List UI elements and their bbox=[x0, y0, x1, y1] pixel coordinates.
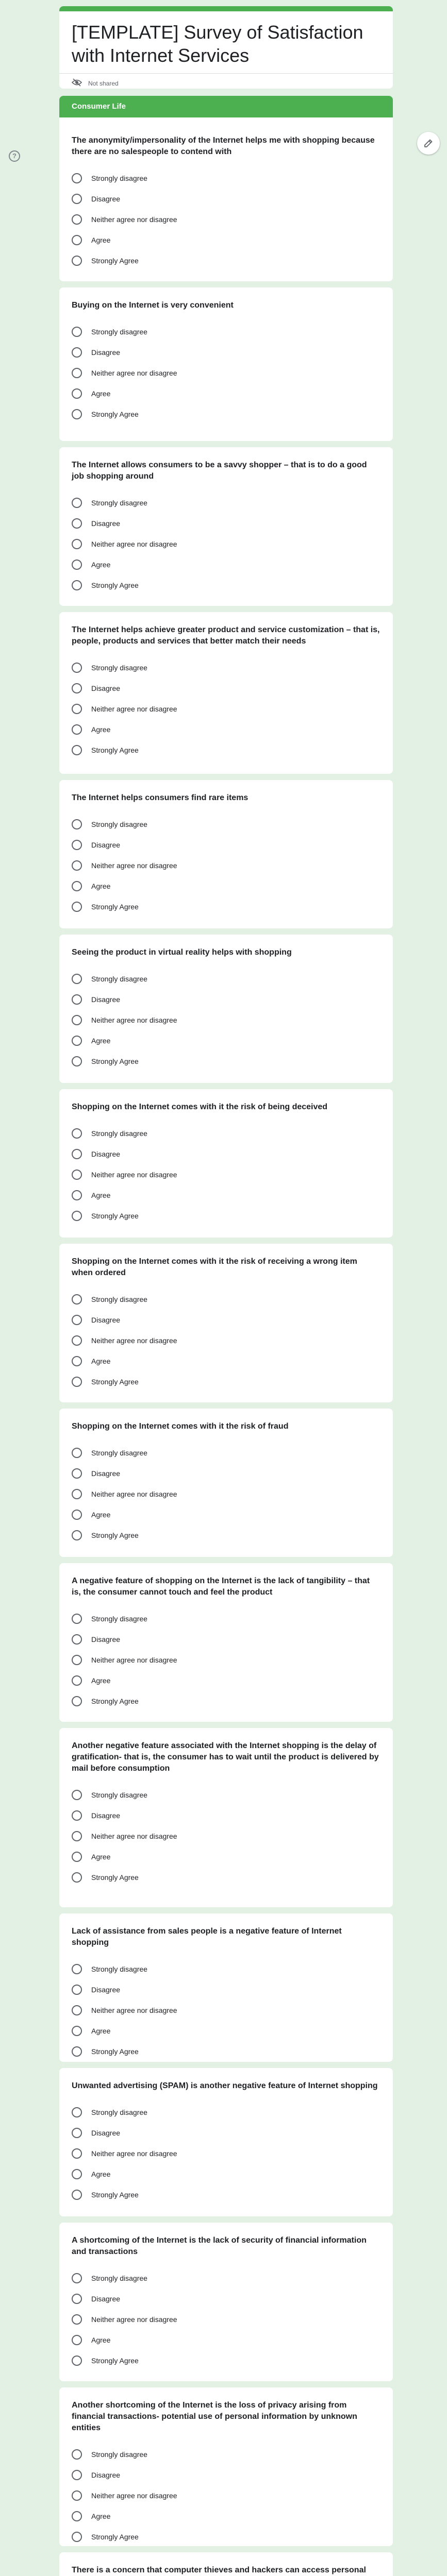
radio-option-label: Strongly disagree bbox=[91, 1965, 147, 1973]
radio-option[interactable] bbox=[72, 2000, 380, 2021]
radio-option[interactable] bbox=[72, 209, 380, 230]
radio-option[interactable] bbox=[72, 2143, 380, 2164]
radio-option-label: Neither agree nor disagree bbox=[91, 1171, 177, 1179]
question-title: The Internet helps achieve greater product and service customization – that is, people, products and services that better match their needs bbox=[72, 625, 380, 646]
radio-option-label: Disagree bbox=[91, 995, 121, 1004]
radio-option-label: Strongly disagree bbox=[91, 1615, 147, 1623]
radio-option[interactable] bbox=[72, 896, 380, 917]
question-card bbox=[59, 1244, 393, 1402]
radio-option-label: Agree bbox=[91, 1853, 111, 1861]
radio-option[interactable] bbox=[72, 168, 380, 189]
radio-option-label: Disagree bbox=[91, 1811, 121, 1820]
radio-option-label: Strongly disagree bbox=[91, 975, 147, 983]
radio-option-label: Neither agree nor disagree bbox=[91, 2492, 177, 2500]
radio-button[interactable] bbox=[72, 994, 82, 1005]
radio-button[interactable] bbox=[72, 1964, 82, 1974]
radio-option-label: Strongly Agree bbox=[91, 2191, 139, 2199]
radio-option[interactable] bbox=[72, 1206, 380, 1226]
radio-button[interactable] bbox=[72, 860, 82, 871]
radio-option[interactable] bbox=[72, 2289, 380, 2309]
radio-option-label: Disagree bbox=[91, 1469, 121, 1478]
radio-option[interactable] bbox=[72, 2021, 380, 2041]
radio-option[interactable] bbox=[72, 1010, 380, 1030]
radio-option-label: Disagree bbox=[91, 348, 121, 357]
not-shared-label: Not shared bbox=[88, 79, 119, 87]
question-card bbox=[59, 1728, 393, 1907]
radio-button[interactable] bbox=[72, 840, 82, 850]
question-title: The Internet allows consumers to be a savvy shopper – that is to do a good job shopping around bbox=[72, 461, 367, 481]
radio-option[interactable] bbox=[72, 1185, 380, 1206]
radio-option[interactable] bbox=[72, 1030, 380, 1051]
radio-option-label: Disagree bbox=[91, 1635, 121, 1643]
radio-button[interactable] bbox=[72, 1489, 82, 1499]
radio-option[interactable] bbox=[72, 2309, 380, 2330]
radio-option-label: Neither agree nor disagree bbox=[91, 1832, 177, 1840]
form-title: [TEMPLATE] Survey of Satisfaction with Internet Services bbox=[72, 22, 363, 66]
radio-option-label: Agree bbox=[91, 1357, 111, 1365]
radio-option-label: Strongly Agree bbox=[91, 1378, 139, 1386]
radio-option[interactable] bbox=[72, 876, 380, 896]
radio-option[interactable] bbox=[72, 493, 380, 513]
radio-option-label: Strongly disagree bbox=[91, 820, 147, 828]
radio-button[interactable] bbox=[72, 327, 82, 337]
radio-button[interactable] bbox=[72, 2355, 82, 2366]
radio-button[interactable] bbox=[72, 2532, 82, 2542]
radio-option-label: Agree bbox=[91, 1037, 111, 1045]
radio-option-label: Agree bbox=[91, 725, 111, 734]
question-card bbox=[59, 123, 393, 281]
radio-button[interactable] bbox=[72, 724, 82, 735]
radio-option[interactable] bbox=[72, 1608, 380, 1629]
radio-option-label: Agree bbox=[91, 2027, 111, 2035]
radio-option-label: Disagree bbox=[91, 1986, 121, 1994]
radio-option[interactable] bbox=[72, 189, 380, 209]
radio-button[interactable] bbox=[72, 1872, 82, 1883]
question-card bbox=[59, 1563, 393, 1722]
question-card bbox=[59, 1409, 393, 1557]
radio-button[interactable] bbox=[72, 1510, 82, 1520]
radio-option[interactable] bbox=[72, 2350, 380, 2371]
radio-button[interactable] bbox=[72, 1211, 82, 1221]
radio-option[interactable] bbox=[72, 1123, 380, 1144]
radio-option[interactable] bbox=[72, 2268, 380, 2289]
radio-button[interactable] bbox=[72, 1468, 82, 1479]
radio-button[interactable] bbox=[72, 1790, 82, 1800]
radio-option[interactable] bbox=[72, 699, 380, 719]
radio-option-label: Strongly Agree bbox=[91, 581, 139, 589]
radio-option-label: Neither agree nor disagree bbox=[91, 1016, 177, 1024]
radio-option[interactable] bbox=[72, 342, 380, 363]
radio-option-label: Strongly Agree bbox=[91, 2533, 139, 2541]
question-card bbox=[59, 612, 393, 774]
radio-option-label: Strongly disagree bbox=[91, 1449, 147, 1457]
radio-option-label: Strongly Agree bbox=[91, 2047, 139, 2056]
radio-option-label: Strongly disagree bbox=[91, 664, 147, 672]
radio-button[interactable] bbox=[72, 1675, 82, 1686]
radio-option-label: Agree bbox=[91, 1191, 111, 1199]
radio-button[interactable] bbox=[72, 498, 82, 508]
radio-option-label: Strongly disagree bbox=[91, 174, 147, 182]
radio-option[interactable] bbox=[72, 1330, 380, 1351]
question-title: The anonymity/impersonality of the Internet helps me with shopping because there are no salespeople to contend with bbox=[72, 136, 375, 156]
radio-button[interactable] bbox=[72, 1655, 82, 1665]
radio-option-label: Strongly disagree bbox=[91, 2450, 147, 2459]
radio-option[interactable] bbox=[72, 1351, 380, 1371]
radio-button[interactable] bbox=[72, 1530, 82, 1540]
radio-option[interactable] bbox=[72, 2123, 380, 2143]
radio-option-label: Agree bbox=[91, 1676, 111, 1685]
radio-option-label: Agree bbox=[91, 2170, 111, 2178]
radio-option[interactable] bbox=[72, 2184, 380, 2205]
question-card bbox=[59, 2552, 393, 2576]
not-shared-indicator bbox=[72, 78, 119, 88]
radio-button[interactable] bbox=[72, 974, 82, 984]
question-card bbox=[59, 1089, 393, 1238]
radio-option-label: Strongly disagree bbox=[91, 1295, 147, 1303]
question-title: Shopping on the Internet comes with it the risk of receiving a wrong item when ordered bbox=[72, 1257, 357, 1277]
radio-option-label: Neither agree nor disagree bbox=[91, 2006, 177, 2014]
radio-option-label: Neither agree nor disagree bbox=[91, 540, 177, 548]
radio-option[interactable] bbox=[72, 1629, 380, 1650]
help-icon[interactable]: ? bbox=[9, 150, 20, 162]
radio-option[interactable] bbox=[72, 1051, 380, 1072]
radio-option[interactable] bbox=[72, 2527, 380, 2547]
radio-button[interactable] bbox=[72, 1985, 82, 1995]
radio-option[interactable] bbox=[72, 719, 380, 740]
radio-option-label: Disagree bbox=[91, 2295, 121, 2303]
radio-option[interactable] bbox=[72, 2102, 380, 2123]
radio-option[interactable] bbox=[72, 2330, 380, 2350]
radio-button[interactable] bbox=[72, 881, 82, 891]
question-card bbox=[59, 2068, 393, 2216]
radio-button[interactable] bbox=[72, 683, 82, 693]
radio-option[interactable] bbox=[72, 1525, 380, 1546]
radio-option[interactable] bbox=[72, 1310, 380, 1330]
radio-option-label: Strongly Agree bbox=[91, 1531, 139, 1539]
edit-icon[interactable] bbox=[417, 132, 440, 155]
radio-option-label: Strongly disagree bbox=[91, 499, 147, 507]
radio-button[interactable] bbox=[72, 2005, 82, 2015]
question-title: Seeing the product in virtual reality helps with shopping bbox=[72, 948, 292, 957]
radio-option-label: Neither agree nor disagree bbox=[91, 2315, 177, 2324]
radio-option[interactable] bbox=[72, 1650, 380, 1670]
radio-button[interactable] bbox=[72, 2335, 82, 2345]
radio-button[interactable] bbox=[72, 1170, 82, 1180]
radio-button[interactable] bbox=[72, 745, 82, 755]
question-card bbox=[59, 447, 393, 606]
radio-option[interactable] bbox=[72, 1504, 380, 1525]
radio-option-label: Neither agree nor disagree bbox=[91, 369, 177, 377]
radio-option[interactable] bbox=[72, 1164, 380, 1185]
radio-option[interactable] bbox=[72, 1670, 380, 1691]
radio-option-label: Strongly Agree bbox=[91, 1697, 139, 1705]
radio-option-label: Strongly disagree bbox=[91, 1129, 147, 1138]
radio-button[interactable] bbox=[72, 1696, 82, 1706]
radio-button[interactable] bbox=[72, 1190, 82, 1200]
radio-option[interactable] bbox=[72, 404, 380, 425]
radio-option-label: Neither agree nor disagree bbox=[91, 1656, 177, 1664]
radio-option[interactable] bbox=[72, 814, 380, 835]
radio-option[interactable] bbox=[72, 1484, 380, 1504]
radio-option-label: Strongly Agree bbox=[91, 1212, 139, 1220]
radio-option[interactable] bbox=[72, 1289, 380, 1310]
radio-option-label: Strongly Agree bbox=[91, 746, 139, 754]
radio-option-label: Agree bbox=[91, 882, 111, 890]
radio-option-label: Disagree bbox=[91, 519, 121, 528]
radio-button[interactable] bbox=[72, 2490, 82, 2501]
radio-button[interactable] bbox=[72, 819, 82, 829]
radio-option[interactable] bbox=[72, 321, 380, 342]
radio-option[interactable] bbox=[72, 575, 380, 596]
radio-option[interactable] bbox=[72, 740, 380, 760]
radio-option-label: Disagree bbox=[91, 841, 121, 849]
radio-option-label: Neither agree nor disagree bbox=[91, 1490, 177, 1498]
radio-button[interactable] bbox=[72, 2273, 82, 2283]
radio-option-label: Strongly disagree bbox=[91, 2274, 147, 2282]
radio-button[interactable] bbox=[72, 1036, 82, 1046]
radio-option-label: Strongly disagree bbox=[91, 328, 147, 336]
radio-option-label: Agree bbox=[91, 389, 111, 398]
radio-button[interactable] bbox=[72, 235, 82, 245]
radio-button[interactable] bbox=[72, 2107, 82, 2117]
question-card bbox=[59, 935, 393, 1083]
radio-button[interactable] bbox=[72, 2470, 82, 2480]
radio-option[interactable] bbox=[72, 678, 380, 699]
radio-button[interactable] bbox=[72, 1015, 82, 1025]
radio-button[interactable] bbox=[72, 2314, 82, 2325]
question-title: A shortcoming of the Internet is the lack of security of financial information and transactions bbox=[72, 2236, 367, 2256]
question-card bbox=[59, 1913, 393, 2062]
radio-option[interactable] bbox=[72, 1443, 380, 1463]
radio-option-label: Agree bbox=[91, 236, 111, 244]
radio-option-label: Disagree bbox=[91, 1150, 121, 1158]
radio-button[interactable] bbox=[72, 1377, 82, 1387]
radio-button[interactable] bbox=[72, 2169, 82, 2179]
radio-option-label: Neither agree nor disagree bbox=[91, 705, 177, 713]
radio-button[interactable] bbox=[72, 539, 82, 549]
radio-button[interactable] bbox=[72, 1634, 82, 1645]
form-container bbox=[59, 6, 393, 130]
radio-button[interactable] bbox=[72, 518, 82, 529]
radio-button[interactable] bbox=[72, 580, 82, 590]
radio-option[interactable] bbox=[72, 969, 380, 989]
radio-option-label: Strongly Agree bbox=[91, 903, 139, 911]
radio-button[interactable] bbox=[72, 1448, 82, 1458]
eye-off-icon bbox=[72, 78, 82, 88]
radio-option-label: Agree bbox=[91, 1511, 111, 1519]
radio-option[interactable] bbox=[72, 835, 380, 855]
radio-option-label: Strongly Agree bbox=[91, 1873, 139, 1882]
radio-button[interactable] bbox=[72, 1128, 82, 1139]
radio-option[interactable] bbox=[72, 1959, 380, 1979]
radio-option[interactable] bbox=[72, 1371, 380, 1392]
radio-button[interactable] bbox=[72, 1294, 82, 1304]
radio-option[interactable] bbox=[72, 1805, 380, 1826]
radio-button[interactable] bbox=[72, 2190, 82, 2200]
radio-option-label: Strongly disagree bbox=[91, 1791, 147, 1799]
radio-button[interactable] bbox=[72, 368, 82, 378]
radio-option[interactable] bbox=[72, 1785, 380, 1805]
question-card bbox=[59, 287, 393, 441]
radio-option[interactable] bbox=[72, 989, 380, 1010]
radio-option-label: Agree bbox=[91, 2512, 111, 2520]
question-title: Shopping on the Internet comes with it the risk of fraud bbox=[72, 1422, 289, 1431]
radio-option[interactable] bbox=[72, 1846, 380, 1867]
radio-option[interactable] bbox=[72, 1979, 380, 2000]
form-header bbox=[59, 6, 393, 89]
radio-option-label: Disagree bbox=[91, 1316, 121, 1324]
question-title: Another shortcoming of the Internet is the loss of privacy arising from financial transactions- potential use of personal information by unknown entities bbox=[72, 2401, 357, 2432]
question-card bbox=[59, 2223, 393, 2381]
radio-option-label: Neither agree nor disagree bbox=[91, 2149, 177, 2158]
question-title: The Internet helps consumers find rare items bbox=[72, 793, 249, 802]
radio-button[interactable] bbox=[72, 1810, 82, 1821]
radio-option[interactable] bbox=[72, 250, 380, 271]
radio-option[interactable] bbox=[72, 363, 380, 383]
radio-button[interactable] bbox=[72, 2128, 82, 2138]
radio-option[interactable] bbox=[72, 1463, 380, 1484]
radio-option-label: Agree bbox=[91, 561, 111, 569]
radio-button[interactable] bbox=[72, 2449, 82, 2460]
radio-button[interactable] bbox=[72, 2511, 82, 2521]
radio-option[interactable] bbox=[72, 1144, 380, 1164]
question-card bbox=[59, 780, 393, 928]
radio-button[interactable] bbox=[72, 1315, 82, 1325]
radio-option[interactable] bbox=[72, 855, 380, 876]
radio-button[interactable] bbox=[72, 663, 82, 673]
radio-option-label: Disagree bbox=[91, 684, 121, 692]
radio-button[interactable] bbox=[72, 256, 82, 266]
radio-button[interactable] bbox=[72, 1831, 82, 1841]
radio-option[interactable] bbox=[72, 2041, 380, 2062]
radio-option-label: Strongly Agree bbox=[91, 2357, 139, 2365]
radio-button[interactable] bbox=[72, 1356, 82, 1366]
radio-button[interactable] bbox=[72, 214, 82, 225]
radio-option[interactable] bbox=[72, 383, 380, 404]
radio-option[interactable] bbox=[72, 2506, 380, 2527]
radio-option[interactable] bbox=[72, 534, 380, 554]
radio-option-label: Agree bbox=[91, 2336, 111, 2344]
section-title: Consumer Life bbox=[59, 96, 393, 117]
radio-button[interactable] bbox=[72, 2046, 82, 2057]
radio-button[interactable] bbox=[72, 2294, 82, 2304]
radio-option-label: Strongly Agree bbox=[91, 410, 139, 418]
question-title: A negative feature of shopping on the Internet is the lack of tangibility – that is, the consumer cannot touch and feel the product bbox=[72, 1577, 370, 1597]
radio-option-label: Disagree bbox=[91, 195, 121, 203]
radio-option[interactable] bbox=[72, 2465, 380, 2485]
radio-option-label: Strongly disagree bbox=[91, 2108, 147, 2116]
radio-option-label: Strongly Agree bbox=[91, 1057, 139, 1065]
radio-button[interactable] bbox=[72, 388, 82, 399]
radio-option[interactable] bbox=[72, 2164, 380, 2184]
question-title: Shopping on the Internet comes with it the risk of being deceived bbox=[72, 1103, 328, 1111]
radio-option[interactable] bbox=[72, 1826, 380, 1846]
radio-button[interactable] bbox=[72, 194, 82, 204]
radio-option-label: Neither agree nor disagree bbox=[91, 861, 177, 870]
question-title: There is a concern that computer thieves and hackers can access personal bbox=[72, 2566, 366, 2574]
radio-button[interactable] bbox=[72, 2148, 82, 2159]
question-title: Buying on the Internet is very convenient bbox=[72, 301, 234, 310]
radio-option-label: Disagree bbox=[91, 2129, 121, 2137]
radio-button[interactable] bbox=[72, 1852, 82, 1862]
radio-option[interactable] bbox=[72, 2485, 380, 2506]
radio-button[interactable] bbox=[72, 1614, 82, 1624]
radio-option[interactable] bbox=[72, 554, 380, 575]
radio-option[interactable] bbox=[72, 513, 380, 534]
radio-option[interactable] bbox=[72, 2444, 380, 2465]
radio-option[interactable] bbox=[72, 230, 380, 250]
radio-option-label: Disagree bbox=[91, 2471, 121, 2479]
radio-button[interactable] bbox=[72, 1056, 82, 1066]
radio-option-label: Neither agree nor disagree bbox=[91, 215, 177, 224]
radio-button[interactable] bbox=[72, 560, 82, 570]
radio-button[interactable] bbox=[72, 173, 82, 183]
radio-button[interactable] bbox=[72, 347, 82, 358]
question-card bbox=[59, 2387, 393, 2546]
radio-button[interactable] bbox=[72, 902, 82, 912]
question-title: Lack of assistance from sales people is a negative feature of Internet shopping bbox=[72, 1927, 342, 1947]
radio-option-label: Neither agree nor disagree bbox=[91, 1336, 177, 1345]
radio-option[interactable] bbox=[72, 1691, 380, 1711]
radio-button[interactable] bbox=[72, 1149, 82, 1159]
radio-option-label: Strongly Agree bbox=[91, 257, 139, 265]
question-title: Unwanted advertising (SPAM) is another negative feature of Internet shopping bbox=[72, 2081, 378, 2090]
question-title: Another negative feature associated with the Internet shopping is the delay of gratification- that is, the consumer has to wait until the product is delivered by mail before consumption bbox=[72, 1741, 379, 1773]
radio-option[interactable] bbox=[72, 1867, 380, 1888]
radio-option[interactable] bbox=[72, 657, 380, 678]
radio-button[interactable] bbox=[72, 704, 82, 714]
header-divider bbox=[59, 73, 393, 74]
radio-button[interactable] bbox=[72, 409, 82, 419]
radio-button[interactable] bbox=[72, 2026, 82, 2036]
radio-button[interactable] bbox=[72, 1335, 82, 1346]
